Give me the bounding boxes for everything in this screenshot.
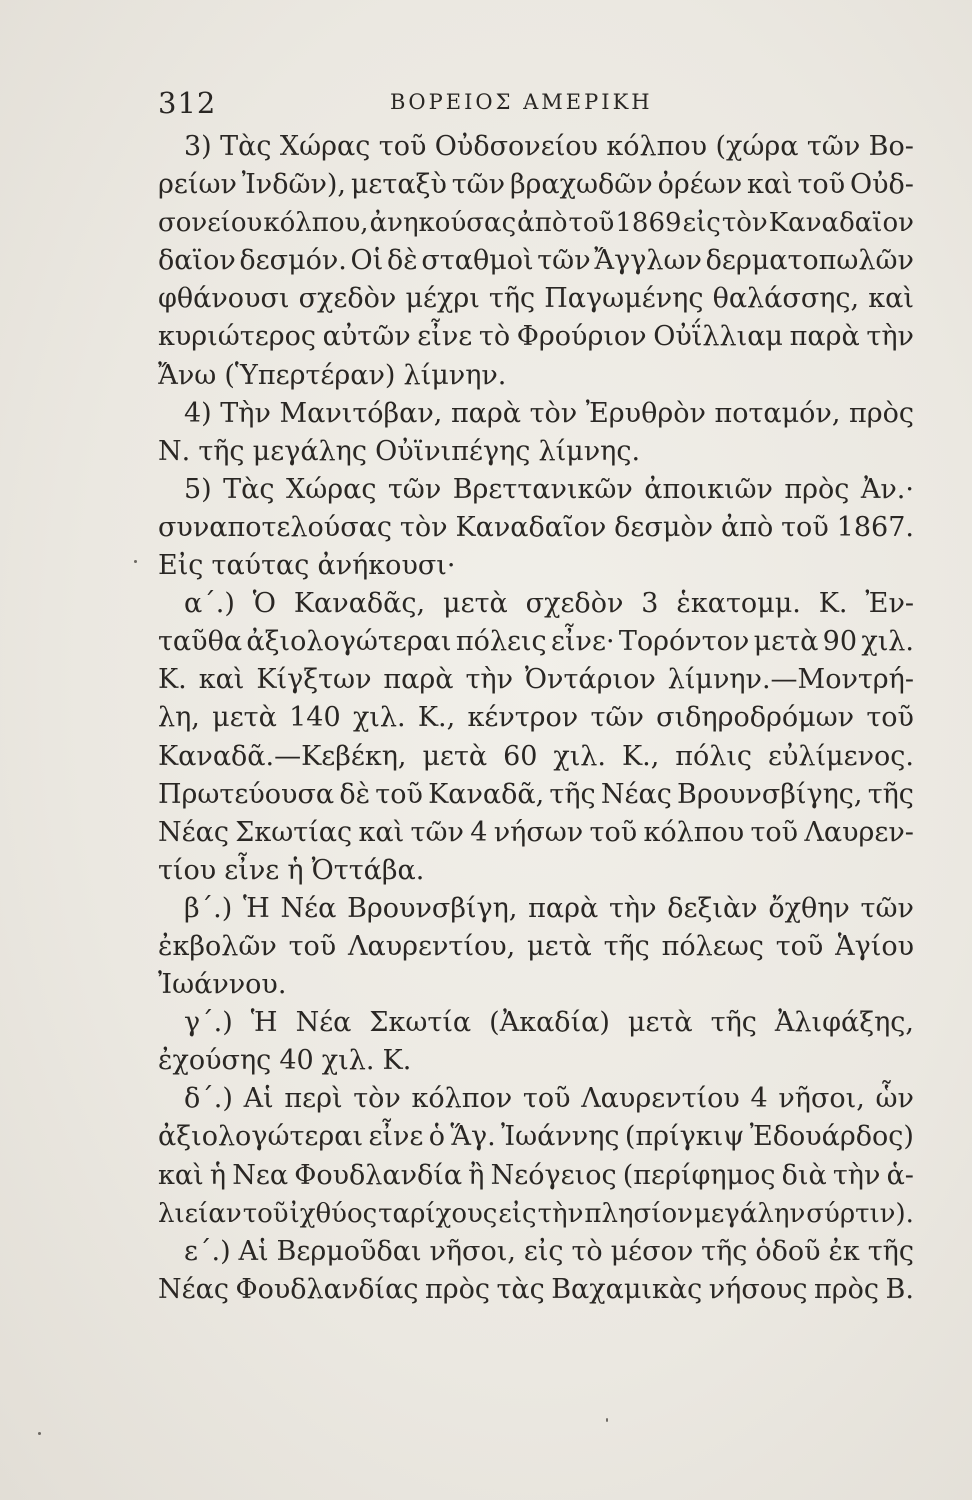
text-line: Εἰς ταύτας ἀνήκουσι· [158, 550, 456, 582]
text-line: Πρωτεύουσα δὲ τοῦ Καναδᾶ, τῆς Νέας Βρουνσβίγης, τῆς [158, 778, 914, 810]
text-line: λη, μετὰ 140 χιλ. Κ., κέντρον τῶν σιδηροδρόμων τοῦ [158, 702, 914, 734]
text-line: ταῦθα ἀξιολογώτεραι πόλεις εἶνε· Τορόντον μετὰ 90 χιλ. [158, 626, 914, 658]
text-line: κυριώτερος αὐτῶν εἶνε τὸ Φρούριον Οὐΐλλιαμ παρὰ τὴν [158, 321, 914, 353]
text-line: δ΄.) Αἱ περὶ τὸν κόλπον τοῦ Λαυρεντίου 4 νῆσοι, ὧν [184, 1083, 914, 1115]
text-line: α΄.) Ὁ Καναδᾶς, μετὰ σχεδὸν 3 ἑκατομμ. Κ. Ἐν- [184, 588, 914, 620]
text-line: σονείου κόλπου, ἀνηκούσας ἀπὸ τοῦ 1869 εἰς τὸν Καναδαϊον [158, 208, 914, 239]
text-line: συναποτελούσας τὸν Καναδαῖον δεσμὸν ἀπὸ τοῦ 1867. [158, 511, 914, 543]
text-line: Ν. τῆς μεγάλης Οὐϊνιπέγης λίμνης. [158, 435, 641, 467]
text-line: Ἰωάννου. [158, 969, 287, 1001]
text-line: Ἄνω (Ὑπερτέραν) λίμνην. [158, 359, 507, 391]
text-line: Νέας Σκωτίας καὶ τῶν 4 νήσων τοῦ κόλπου τοῦ Λαυρεν- [158, 816, 914, 848]
text-line: λιείαν τοῦ ἰχθύος ταρίχους εἰς τὴν πλησίον μεγάλην σύρτιν). [158, 1198, 914, 1229]
text-line: Κ. καὶ Κίγξτων παρὰ τὴν Ὀντάριον λίμνην.—Μοντρή- [158, 664, 914, 696]
text-line: β΄.) Ἡ Νέα Βρουνσβίγη, παρὰ τὴν δεξιὰν ὄχθην τῶν [184, 892, 914, 924]
paper-speck [134, 560, 137, 563]
text-line: Νέας Φουδλανδίας πρὸς τὰς Βαχαμικὰς νήσους πρὸς Β. [158, 1273, 914, 1305]
running-title: ΒΟΡΕΙΟΣ ΑΜΕΡΙΚΗ [390, 90, 653, 114]
text-line: ἐχούσης 40 χιλ. Κ. [158, 1045, 412, 1077]
text-line: τίου εἶνε ἡ Ὀττάβα. [158, 854, 425, 886]
text-line: γ΄.) Ἡ Νέα Σκωτία (Ἀκαδία) μετὰ τῆς Ἀλιφάξης, [184, 1007, 914, 1039]
text-line: ε΄.) Αἱ Βερμοῦδαι νῆσοι, εἰς τὸ μέσον τῆς ὁδοῦ ἐκ τῆς [184, 1235, 914, 1267]
text-line: ρείων Ἰνδῶν), μεταξὺ τῶν βραχωδῶν ὀρέων καὶ τοῦ Οὐδ- [158, 169, 914, 201]
text-line: καὶ ἡ Νεα Φουδλανδία ἢ Νεόγειος (περίφημος διὰ τὴν ἁ- [158, 1159, 914, 1191]
text-line: φθάνουσι σχεδὸν μέχρι τῆς Παγωμένης θαλάσσης, καὶ [158, 283, 914, 315]
text-line: 3) Τὰς Χώρας τοῦ Οὐδσονείου κόλπου (χώρα τῶν Βο- [184, 131, 914, 162]
page-number: 312 [158, 86, 217, 120]
text-line: ἀξιολογώτεραι εἶνε ὁ Ἅγ. Ἰωάννης (πρίγκιψ Ἐδουάρδος) [158, 1121, 914, 1153]
paper-speck [38, 1432, 41, 1435]
paper-speck [606, 1418, 608, 1422]
text-line: 4) Τὴν Μανιτόβαν, παρὰ τὸν Ἐρυθρὸν ποταμόν, πρὸς [184, 397, 914, 429]
page-header [158, 86, 914, 126]
text-line: δαϊον δεσμόν. Οἱ δὲ σταθμοὶ τῶν Ἄγγλων δερματοπωλῶν [158, 245, 914, 277]
text-body [158, 128, 914, 1309]
text-line: 5) Τὰς Χώρας τῶν Βρεττανικῶν ἀποικιῶν πρὸς Ἀν.· [184, 473, 914, 505]
text-line: ἐκβολῶν τοῦ Λαυρεντίου, μετὰ τῆς πόλεως τοῦ Ἁγίου [158, 930, 914, 962]
text-line: Καναδᾶ.—Κεβέκη, μετὰ 60 χιλ. Κ., πόλις εὐλίμενος. [158, 740, 914, 772]
